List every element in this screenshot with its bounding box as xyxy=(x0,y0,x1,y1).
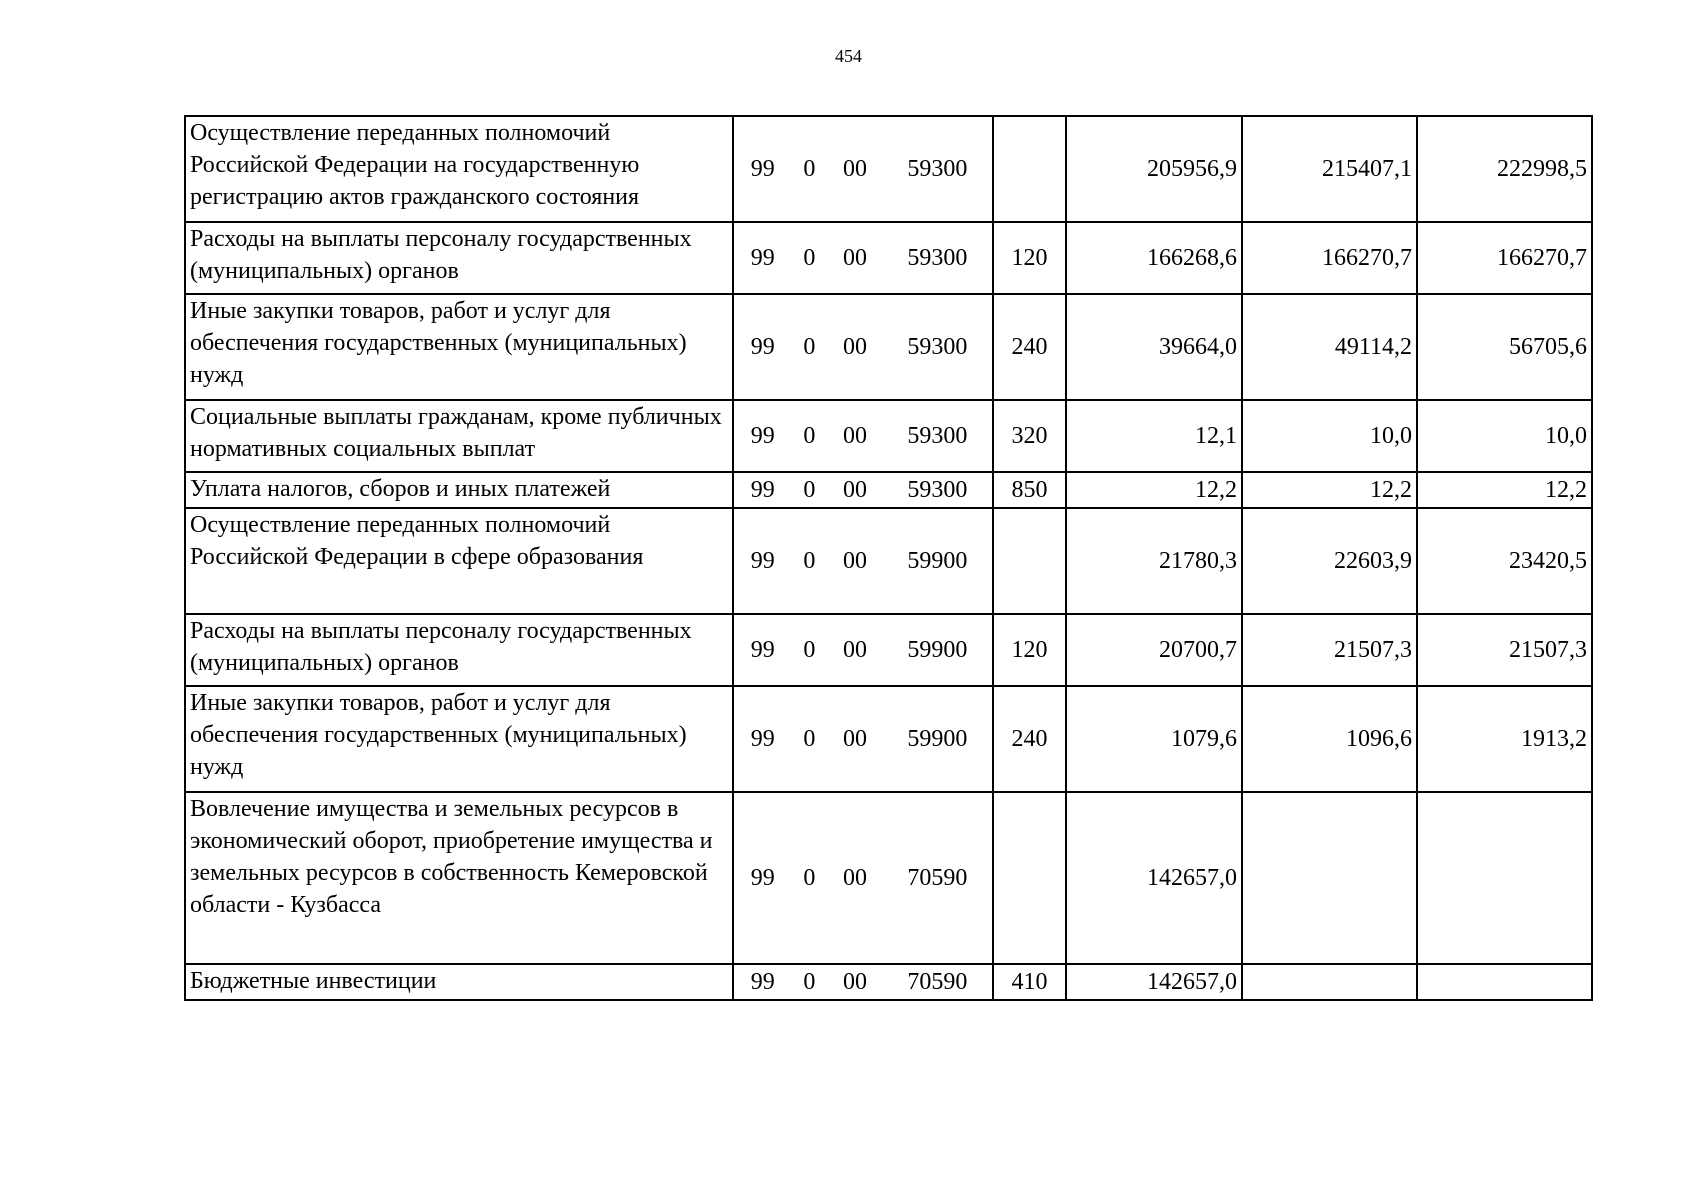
row-name: Иные закупки товаров, работ и услуг для обеспечения государственных (муниципальных) нужд xyxy=(185,294,733,400)
code-subprogram: 0 xyxy=(803,245,816,271)
row-code xyxy=(733,472,993,508)
page-number: 454 xyxy=(835,46,862,66)
table-row xyxy=(185,792,1592,964)
row-code xyxy=(733,294,993,400)
code-direction: 59300 xyxy=(907,423,968,449)
row-value-year3 xyxy=(1417,964,1592,1000)
row-value-year2: 22603,9 xyxy=(1242,508,1417,614)
row-expense-type xyxy=(993,116,1066,222)
code-event: 00 xyxy=(843,548,868,574)
row-value-year2: 215407,1 xyxy=(1242,116,1417,222)
code-event: 00 xyxy=(843,726,868,752)
row-value-year2 xyxy=(1242,964,1417,1000)
row-name: Вовлечение имущества и земельных ресурсов в экономический оборот, приобретение имущества и земельных ресурсов в собственность Кемеровской области - Кузбасса xyxy=(185,792,733,964)
row-expense-type: 120 xyxy=(993,222,1066,294)
code-direction: 59300 xyxy=(907,334,968,360)
row-value-year1: 12,1 xyxy=(1066,400,1242,472)
row-code xyxy=(733,116,993,222)
code-event: 00 xyxy=(843,156,868,182)
row-value-year1: 12,2 xyxy=(1066,472,1242,508)
row-name: Осуществление переданных полномочий Российской Федерации на государственную регистрацию актов гражданского состояния xyxy=(185,116,733,222)
row-name: Расходы на выплаты персоналу государственных (муниципальных) органов xyxy=(185,614,733,686)
code-program: 99 xyxy=(750,245,775,271)
row-code xyxy=(733,792,993,964)
row-value-year2: 12,2 xyxy=(1242,472,1417,508)
code-subprogram: 0 xyxy=(803,865,816,891)
code-subprogram: 0 xyxy=(803,548,816,574)
code-direction: 70590 xyxy=(907,865,968,891)
row-value-year3: 222998,5 xyxy=(1417,116,1592,222)
table-row xyxy=(185,294,1592,400)
code-event: 00 xyxy=(843,969,868,995)
code-event: 00 xyxy=(843,423,868,449)
row-value-year1: 39664,0 xyxy=(1066,294,1242,400)
row-code xyxy=(733,614,993,686)
row-value-year3: 166270,7 xyxy=(1417,222,1592,294)
row-code xyxy=(733,686,993,792)
row-value-year3: 1913,2 xyxy=(1417,686,1592,792)
row-expense-type: 410 xyxy=(993,964,1066,1000)
table-row xyxy=(185,686,1592,792)
code-program: 99 xyxy=(750,548,775,574)
code-subprogram: 0 xyxy=(803,726,816,752)
row-value-year1: 1079,6 xyxy=(1066,686,1242,792)
code-program: 99 xyxy=(750,477,775,503)
row-expense-type: 240 xyxy=(993,686,1066,792)
code-subprogram: 0 xyxy=(803,477,816,503)
row-code xyxy=(733,964,993,1000)
code-event: 00 xyxy=(843,245,868,271)
row-value-year1: 21780,3 xyxy=(1066,508,1242,614)
row-value-year3: 12,2 xyxy=(1417,472,1592,508)
budget-table-body xyxy=(185,116,1592,1000)
code-subprogram: 0 xyxy=(803,156,816,182)
code-program: 99 xyxy=(750,334,775,360)
row-name: Иные закупки товаров, работ и услуг для обеспечения государственных (муниципальных) нужд xyxy=(185,686,733,792)
code-direction: 59300 xyxy=(907,245,968,271)
code-event: 00 xyxy=(843,477,868,503)
row-name: Бюджетные инвестиции xyxy=(185,964,733,1000)
row-value-year2: 166270,7 xyxy=(1242,222,1417,294)
row-value-year3: 23420,5 xyxy=(1417,508,1592,614)
code-direction: 70590 xyxy=(907,969,968,995)
code-direction: 59300 xyxy=(907,156,968,182)
row-value-year3 xyxy=(1417,792,1592,964)
row-code xyxy=(733,222,993,294)
table-row xyxy=(185,222,1592,294)
row-name: Социальные выплаты гражданам, кроме публичных нормативных социальных выплат xyxy=(185,400,733,472)
code-program: 99 xyxy=(750,423,775,449)
code-subprogram: 0 xyxy=(803,637,816,663)
row-value-year1: 142657,0 xyxy=(1066,792,1242,964)
row-name: Уплата налогов, сборов и иных платежей xyxy=(185,472,733,508)
table-row xyxy=(185,964,1592,1000)
row-value-year3: 10,0 xyxy=(1417,400,1592,472)
row-name: Расходы на выплаты персоналу государственных (муниципальных) органов xyxy=(185,222,733,294)
code-subprogram: 0 xyxy=(803,334,816,360)
code-program: 99 xyxy=(750,865,775,891)
row-expense-type: 850 xyxy=(993,472,1066,508)
code-program: 99 xyxy=(750,726,775,752)
row-expense-type: 240 xyxy=(993,294,1066,400)
row-value-year3: 56705,6 xyxy=(1417,294,1592,400)
code-direction: 59900 xyxy=(907,726,968,752)
code-event: 00 xyxy=(843,865,868,891)
row-value-year1: 20700,7 xyxy=(1066,614,1242,686)
code-direction: 59300 xyxy=(907,477,968,503)
row-value-year2: 10,0 xyxy=(1242,400,1417,472)
code-event: 00 xyxy=(843,637,868,663)
row-value-year2: 21507,3 xyxy=(1242,614,1417,686)
row-name: Осуществление переданных полномочий Российской Федерации в сфере образования xyxy=(185,508,733,614)
table-row xyxy=(185,508,1592,614)
row-expense-type: 120 xyxy=(993,614,1066,686)
row-expense-type xyxy=(993,792,1066,964)
row-value-year1: 142657,0 xyxy=(1066,964,1242,1000)
code-subprogram: 0 xyxy=(803,969,816,995)
row-value-year2: 1096,6 xyxy=(1242,686,1417,792)
code-direction: 59900 xyxy=(907,548,968,574)
row-code xyxy=(733,400,993,472)
row-expense-type xyxy=(993,508,1066,614)
table-row xyxy=(185,116,1592,222)
row-value-year2: 49114,2 xyxy=(1242,294,1417,400)
row-expense-type: 320 xyxy=(993,400,1066,472)
budget-table xyxy=(184,115,1593,1001)
row-value-year1: 205956,9 xyxy=(1066,116,1242,222)
row-value-year3: 21507,3 xyxy=(1417,614,1592,686)
code-direction: 59900 xyxy=(907,637,968,663)
row-code xyxy=(733,508,993,614)
table-row xyxy=(185,400,1592,472)
code-program: 99 xyxy=(750,156,775,182)
table-row xyxy=(185,614,1592,686)
code-event: 00 xyxy=(843,334,868,360)
code-subprogram: 0 xyxy=(803,423,816,449)
table-row xyxy=(185,472,1592,508)
row-value-year1: 166268,6 xyxy=(1066,222,1242,294)
row-value-year2 xyxy=(1242,792,1417,964)
code-program: 99 xyxy=(750,637,775,663)
code-program: 99 xyxy=(750,969,775,995)
